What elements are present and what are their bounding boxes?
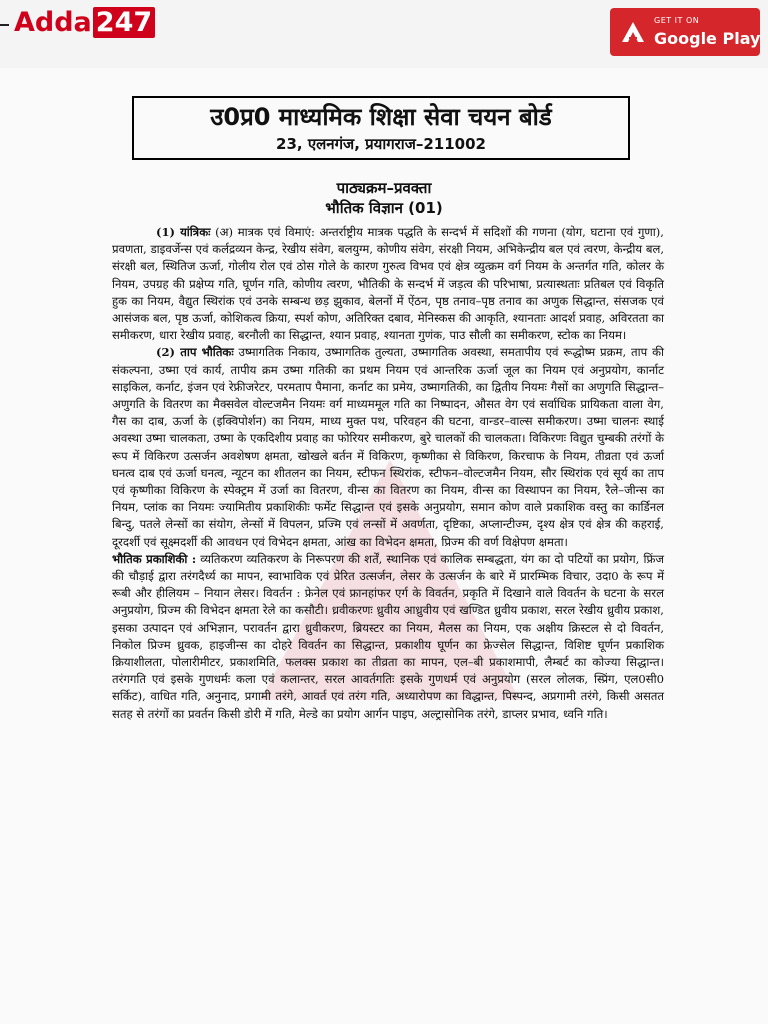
section-text: उष्मागतिक निकाय, उष्मागतिक तुल्यता, उष्मागतिक अवस्था, समतापीय एवं रूद्धोष्म प्रक्रम, ताप की संकल्पना, उष्मा एवं कार्य, तापीय क्रम उष्मा गतिकी का प्रथम नियम एवं आन्तरिक ऊर्जा जूल का नियम एवं अनुप्रयोग, कार्नाट साइकिल, कर्नाट, इंजन एवं रेफ्रीजरेटर, परमताप पैमाना, कर्नाट का प्रमेय, उष्मागतिकी, का द्वितीय नियमः गैसों का अणुगति सिद्धान्त– अणुगति के वितरण का मैक्सवेल वोल्टजमैन नियमः वर्ग माध्यममूल गति का निष्पादन, औसत वेग एवं सर्वाधिक प्रायिकता वाला वेग, गैस का दाब, ऊर्जा के (इक्विपोर्शन) का नियम, माध्य मुक्त पथ, परिवहन की घटना, वान्डर–वाल्स समीकरण। उष्मा चालनः स्थाई अवस्था उष्मा चालकता, उष्मा के एकदिशीय प्रवाह का फोरियर समीकरण, बुरे चालकों की चालकता। विकिरणः विद्युत चुम्बकी तरंगों के रूप में विकिरण उत्सर्जन अवशेषण क्षमता, खोखले बर्तन में विकिरण, कृष्णीका से विकिरण, किरचाफ के नियम, तीव्रता एवं ऊर्जा घनत्व दाब एवं ऊर्जा घनत्व, न्यूटन का शीतलन का नियम, स्टीफन स्थिरांक, स्टीफन–वोल्टजमैन नियम, सौर स्थिरांक एवं सूर्य का ताप एवं कृष्णीका विकिरण के स्पेक्ट्रम में उर्जा का वितरण, वीन्स का वितरण का नियम, वीन्स का विस्थापन का नियम, रैले–जीन्स का नियम, प्लांक का नियमः ज्यामितीय प्रकाशिकीः फर्मेट सिद्धान्त एवं इसके अनुप्रयोग, समान कोण वाले प्रकाशिक वस्तु का कार्डिनल बिन्दु, पतले लेन्सों का संयोग, लेन्सों में विपलन, प्रज्मि एवं लन्सों में अवर्णता, दृष्टिका, अप्लान्टीज्म, दृश्य क्षेत्र एवं क्षेत्र की कहराई, दूरदर्शी एवं सूक्ष्मदर्शी की आवधन एवं विभेदन क्षमता, आंख का विभेदन क्षमता, प्रिज्म की वर्ण विक्षेपण क्षमता। [112, 345, 665, 549]
google-play-icon [620, 19, 646, 45]
section-thermal-physics [112, 344, 664, 550]
section-heading: (1) यांत्रिकः [156, 225, 211, 239]
organization-title: उ0प्र0 माध्यमिक शिक्षा सेवा चयन बोर्ड [210, 103, 552, 131]
logo-text-adda: Adda [14, 7, 92, 38]
subject-title: भौतिक विज्ञान (01) [325, 199, 443, 217]
section-heading: भौतिक प्रकाशिकी : [112, 551, 197, 566]
edge-dash [0, 24, 9, 26]
syllabus-body [112, 224, 664, 723]
top-banner [0, 0, 768, 68]
google-play-top-text: GET IT ON [654, 16, 700, 25]
logo-text-247: 247 [93, 7, 155, 38]
section-text: व्यतिकरण व्यतिकरण के निरूपरण की शर्तें, स्थानिक एवं कालिक सम्बद्धता, यंग का दो पटियों का प्रयोग, फ्रिंज की चौड़ाई द्वारा तरंगदैर्ध्य का मापन, स्वाभाविक एवं प्रेरित उत्सर्जन, लेसर के उत्सर्जन के बारे में प्रारम्भिक विचार, उदा0 के रूप में रूबी और हीलियम – नियान लेसर। विवर्तन : फ्रेनेल एवं फ्रानहांफर एर्ग के विवर्तन, प्रकृति में दिखाने वाले विवर्तन के घटना के सरल अनुप्रयोग, प्रिज्म की विभेदन क्षमता रेले का कसौटी। ध्रवीकरणः ध्रुवीय आध्रुवीय एवं खण्डित ध्रुवीय प्रकाश, सरल रेखीय ध्रुवीय प्रकाश, इसका उत्पादन एवं अभिज्ञान, परावर्तन द्वारा ध्रुवीकरण, ब्रियस्टर का नियम, मैलस का नियम, एक अक्षीय क्रिस्टल से दो विवर्तन, निकोल प्रिज्म ध्रुवक, हाइजीन्स का दोहरे विवर्तन का सिद्धान्त, प्रकाशीय घूर्णन का फ्रेज्सेल सिद्धान्त, विशिष्ट घूर्णन प्रकाशिक क्रियाशीलता, पोलारीमीटर, प्रकाशमिति, फलक्स प्रकाश का तीव्रता का मापन, एल–बी प्रकाशमापी, लैम्बर्ट का कोज्या सिद्धान्त। तरंगगति एवं इसके गुणधर्मः कला एवं कलान्तर, सरल आवर्तगतिः इसके गुणधर्म एवं अनुप्रयोग (सरल लोलक, स्प्रिंग, एल0सी0 सर्किट), वाधित गति, अनुनाद, प्रगामी तरंगे, आवर्त एवं तरंग गति, अध्यारोपण का विद्धान्त, पिस्पन्द, अप्रगामी तरंगे, किसी असतत सतह से तरंगों का प्रवर्तन किसी डोरी में गति, मेल्डे का प्रयोग आर्गन पाइप, अल्ट्रासोनिक तरंगे, डाप्लर प्रभाव, ध्वनि गति। [112, 551, 664, 721]
organization-address: 23, एलनगंज, प्रयागराज–211002 [276, 135, 486, 153]
google-play-main-text: Google Play [654, 29, 761, 48]
adda247-logo[interactable] [14, 8, 155, 38]
section-heading: (2) ताप भौतिकः [156, 345, 234, 360]
google-play-button[interactable] [610, 8, 760, 56]
section-mechanics [112, 224, 664, 344]
header-box [132, 96, 630, 160]
section-physical-optics [112, 551, 664, 723]
section-text: (अ) मात्रक एवं विमाएं: अन्तर्राष्ट्रीय मात्रक पद्धति के सन्दर्भ में सदिशों की गणना (योग, घटाना एवं गुणा), प्रवणता, डाइवर्जेन्स एवं कर्लद्रव्यन केन्द्र, रेखीय संवेग, बलयुग्म, कोणीय संवेग, संरक्षी नियम, अभिकेन्द्रीय बल एवं त्वरण, केन्द्रीय बल, संरक्षी बल, स्थितिज ऊर्जा, गोलीय रोल एवं ठोस गोले के कारण गुरुत्व विभव एवं क्षेत्र व्युत्क्रम वर्ग नियम के अन्तर्गत गति, कोलर के नियम, उपग्रह की प्रक्षेप्य गति, घूर्णन गति, कोणीय त्वरण, भौतिकी के सन्दर्भ में जड़त्व की परिभाषा, प्रत्यास्थताः प्रतिबल एवं विकृति हुक का नियम, वैद्युत स्थिरांक एवं उनके सम्बन्ध छड़ झुकाव, बेलनों में ऐंठन, पृष्ठ तनाव–पृष्ठ तनाव का अणुक सिद्धान्त, संसजक एवं आसंजक बल, पृष्ठ ऊर्जा, कोशिकत्व क्रिया, स्पर्श कोण, अतिरिक्त दबाव, मेनिस्कस की आकृति, श्यानताः आदर्श प्रवाह, अविरतता का समीकरण, धारा रेखीय प्रवाह, बरनौली का सिद्धान्त, श्यान प्रवाह, श्यानता गुणंक, पाउ सौली का समीकरण, स्टोक का नियम। [112, 225, 664, 343]
syllabus-title: पाठ्यक्रम–प्रवक्ता [336, 179, 432, 197]
